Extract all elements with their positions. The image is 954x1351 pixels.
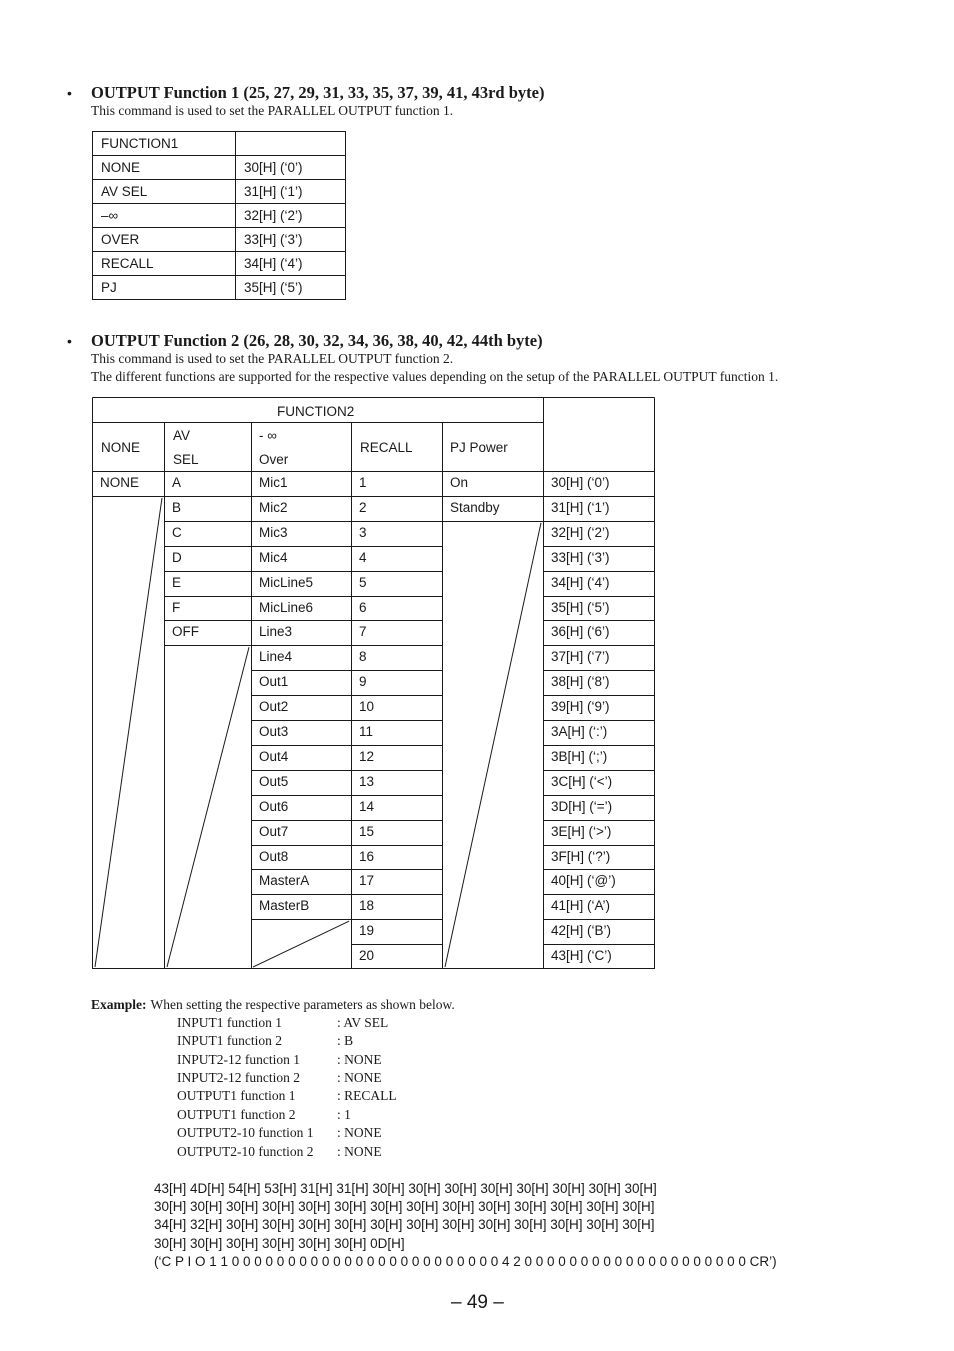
recall-cell: 13 bbox=[359, 773, 375, 789]
over-cell: Out1 bbox=[259, 674, 289, 690]
table-cell: 30[H] (‘0’) bbox=[236, 156, 346, 180]
section2-title: OUTPUT Function 2 (26, 28, 30, 32, 34, 36, 38, 40, 42, 44th byte) bbox=[91, 331, 543, 350]
table-cell: 31[H] (‘1’) bbox=[236, 180, 346, 204]
code-cell: 3D[H] (‘=’) bbox=[551, 798, 613, 814]
over-cell: Out6 bbox=[259, 798, 289, 814]
table-cell: 32[H] (‘2’) bbox=[236, 204, 346, 228]
code-cell: 42[H] (‘B’) bbox=[551, 923, 612, 939]
recall-cell: 1 bbox=[359, 475, 367, 490]
none-cell: NONE bbox=[100, 475, 140, 490]
output-function1-table bbox=[92, 131, 346, 300]
example-intro-text: When setting the respective parameters as shown below. bbox=[150, 997, 455, 1012]
over-cell: Mic3 bbox=[259, 524, 288, 540]
code-cell: 40[H] (‘@’) bbox=[551, 873, 616, 889]
example-hex-line: 43[H] 4D[H] 54[H] 53[H] 31[H] 31[H] 30[H] 30[H] 30[H] 30[H] 30[H] 30[H] 30[H] 30[H] bbox=[154, 1181, 657, 1196]
example-param-name: INPUT2-12 function 1 bbox=[177, 1052, 300, 1067]
example-ascii-line: (‘C P I O 1 1 0 0 0 0 0 0 0 0 0 0 0 0 0 0 0 0 0 0 0 0 0 0 0 0 4 2 0 0 0 0 0 0 0 0 0 0 0 0 0 0 0 0 0 0 0 0 CR’) bbox=[154, 1254, 777, 1269]
recall-cell: 2 bbox=[359, 499, 367, 515]
pj-power-cell: On bbox=[450, 475, 469, 490]
recall-cell: 12 bbox=[359, 748, 375, 764]
code-cell: 38[H] (‘8’) bbox=[551, 674, 610, 690]
code-cell: 37[H] (‘7’) bbox=[551, 649, 610, 665]
table-cell: OVER bbox=[93, 228, 236, 252]
col-header-none: NONE bbox=[101, 440, 141, 455]
example-param-value: : NONE bbox=[337, 1052, 382, 1067]
over-cell: Mic4 bbox=[259, 549, 288, 565]
over-cell: Line4 bbox=[259, 649, 293, 665]
code-cell: 36[H] (‘6’) bbox=[551, 624, 610, 640]
example-param-value: : AV SEL bbox=[337, 1015, 389, 1030]
example-param-value: : NONE bbox=[337, 1125, 382, 1140]
col-header-av-line1: AV bbox=[173, 428, 191, 443]
section1-description: This command is used to set the PARALLEL OUTPUT function 1. bbox=[91, 103, 454, 118]
recall-cell: 5 bbox=[359, 574, 367, 590]
code-cell: 30[H] (‘0’) bbox=[551, 475, 610, 490]
av-sel-cell: A bbox=[172, 475, 182, 490]
table-cell: PJ bbox=[93, 276, 236, 300]
table-row bbox=[93, 204, 346, 228]
code-cell: 35[H] (‘5’) bbox=[551, 599, 610, 615]
example-label: Example: bbox=[91, 997, 147, 1012]
example-param-name: INPUT1 function 2 bbox=[177, 1033, 282, 1048]
table-header-cell bbox=[236, 132, 346, 156]
recall-cell: 7 bbox=[359, 624, 367, 640]
code-cell: 41[H] (‘A’) bbox=[551, 898, 611, 914]
example-intro bbox=[91, 996, 455, 1014]
table-cell: 33[H] (‘3’) bbox=[236, 228, 346, 252]
recall-cell: 20 bbox=[359, 948, 375, 964]
section2-description-2: The different functions are supported for the respective values depending on the setup of the PARALLEL OUTPUT function 1. bbox=[91, 369, 779, 384]
table-row bbox=[93, 252, 346, 276]
recall-cell: 10 bbox=[359, 699, 375, 715]
example-param-name: INPUT2-12 function 2 bbox=[177, 1070, 300, 1085]
section1-bullet: • bbox=[67, 85, 72, 101]
example-param-name: OUTPUT1 function 2 bbox=[177, 1107, 296, 1122]
recall-cell: 6 bbox=[359, 599, 367, 615]
code-cell: 34[H] (‘4’) bbox=[551, 574, 610, 590]
code-cell: 43[H] (‘C’) bbox=[551, 948, 612, 964]
not-applicable-diagonal bbox=[253, 921, 349, 967]
recall-cell: 15 bbox=[359, 823, 375, 839]
example-param-value: : 1 bbox=[337, 1107, 351, 1122]
not-applicable-diagonal bbox=[445, 523, 541, 967]
table-cell: –∞ bbox=[93, 204, 236, 228]
code-cell: 3E[H] (‘>’) bbox=[551, 823, 612, 839]
over-cell: MasterA bbox=[259, 873, 310, 889]
av-sel-cell: E bbox=[172, 574, 182, 590]
function2-group-header: FUNCTION2 bbox=[277, 404, 355, 419]
section2-description-1: This command is used to set the PARALLEL OUTPUT function 2. bbox=[91, 351, 454, 366]
example-param-name: OUTPUT2-10 function 1 bbox=[177, 1125, 314, 1140]
over-cell: Out8 bbox=[259, 848, 289, 864]
over-cell: Out5 bbox=[259, 773, 289, 789]
example-hex-line: 30[H] 30[H] 30[H] 30[H] 30[H] 30[H] 0D[H] bbox=[154, 1236, 405, 1251]
code-cell: 3F[H] (‘?’) bbox=[551, 848, 611, 864]
section1-title: OUTPUT Function 1 (25, 27, 29, 31, 33, 35, 37, 39, 41, 43rd byte) bbox=[91, 83, 545, 102]
recall-cell: 3 bbox=[359, 524, 367, 540]
table-row bbox=[93, 180, 346, 204]
code-cell: 3A[H] (‘:’) bbox=[551, 724, 608, 739]
example-param-name: OUTPUT1 function 1 bbox=[177, 1088, 296, 1103]
recall-cell: 9 bbox=[359, 674, 367, 690]
code-cell: 39[H] (‘9’) bbox=[551, 699, 610, 715]
example-param-value: : RECALL bbox=[337, 1088, 397, 1103]
table-cell: 34[H] (‘4’) bbox=[236, 252, 346, 276]
table-cell: AV SEL bbox=[93, 180, 236, 204]
code-cell: 3B[H] (‘;’) bbox=[551, 748, 608, 764]
recall-cell: 8 bbox=[359, 649, 367, 665]
over-cell: Mic1 bbox=[259, 475, 288, 490]
over-cell: Line3 bbox=[259, 624, 293, 640]
av-sel-cell: OFF bbox=[172, 624, 199, 640]
recall-cell: 11 bbox=[359, 724, 374, 739]
over-cell: Out2 bbox=[259, 699, 289, 715]
recall-cell: 18 bbox=[359, 898, 375, 914]
recall-cell: 14 bbox=[359, 798, 375, 814]
recall-cell: 17 bbox=[359, 873, 375, 889]
code-cell: 33[H] (‘3’) bbox=[551, 549, 610, 565]
not-applicable-diagonal bbox=[95, 498, 162, 967]
example-param-value: : B bbox=[337, 1033, 354, 1048]
example-param-name: INPUT1 function 1 bbox=[177, 1015, 282, 1030]
over-cell: MasterB bbox=[259, 898, 310, 914]
table-cell: RECALL bbox=[93, 252, 236, 276]
table-row bbox=[93, 276, 346, 300]
col-header-inf-line1: - ∞ bbox=[259, 428, 277, 443]
over-cell: Out4 bbox=[259, 748, 289, 764]
over-cell: MicLine5 bbox=[259, 574, 314, 590]
example-param-value: : NONE bbox=[337, 1144, 382, 1159]
col-header-av-line2: SEL bbox=[173, 452, 199, 467]
recall-cell: 16 bbox=[359, 848, 375, 864]
col-header-pj-power: PJ Power bbox=[450, 440, 508, 455]
over-cell: MicLine6 bbox=[259, 599, 314, 615]
over-cell: Out3 bbox=[259, 724, 289, 739]
table-cell: 35[H] (‘5’) bbox=[236, 276, 346, 300]
av-sel-cell: D bbox=[172, 549, 182, 565]
av-sel-cell: F bbox=[172, 599, 181, 615]
not-applicable-diagonal bbox=[167, 647, 249, 967]
table-header-cell: FUNCTION1 bbox=[93, 132, 236, 156]
output-function2-table bbox=[92, 397, 655, 969]
over-cell: Mic2 bbox=[259, 499, 288, 515]
page-number: – 49 – bbox=[451, 1292, 504, 1313]
example-hex-line: 34[H] 32[H] 30[H] 30[H] 30[H] 30[H] 30[H] 30[H] 30[H] 30[H] 30[H] 30[H] 30[H] 30[H] bbox=[154, 1217, 655, 1232]
table-row bbox=[93, 228, 346, 252]
section2-bullet: • bbox=[67, 333, 72, 349]
over-cell: Out7 bbox=[259, 823, 289, 839]
av-sel-cell: C bbox=[172, 524, 182, 540]
av-sel-cell: B bbox=[172, 499, 182, 515]
code-cell: 3C[H] (‘<’) bbox=[551, 773, 613, 789]
table-header-row bbox=[93, 132, 346, 156]
code-cell: 31[H] (‘1’) bbox=[551, 499, 610, 515]
recall-cell: 4 bbox=[359, 549, 367, 565]
table-row bbox=[93, 156, 346, 180]
example-hex-line: 30[H] 30[H] 30[H] 30[H] 30[H] 30[H] 30[H] 30[H] 30[H] 30[H] 30[H] 30[H] 30[H] 30[H] bbox=[154, 1199, 655, 1214]
example-param-name: OUTPUT2-10 function 2 bbox=[177, 1144, 314, 1159]
recall-cell: 19 bbox=[359, 923, 375, 939]
code-cell: 32[H] (‘2’) bbox=[551, 524, 610, 540]
col-header-recall: RECALL bbox=[360, 440, 413, 455]
table-cell: NONE bbox=[93, 156, 236, 180]
example-param-value: : NONE bbox=[337, 1070, 382, 1085]
pj-power-cell: Standby bbox=[450, 499, 500, 515]
col-header-inf-line2: Over bbox=[259, 452, 289, 467]
